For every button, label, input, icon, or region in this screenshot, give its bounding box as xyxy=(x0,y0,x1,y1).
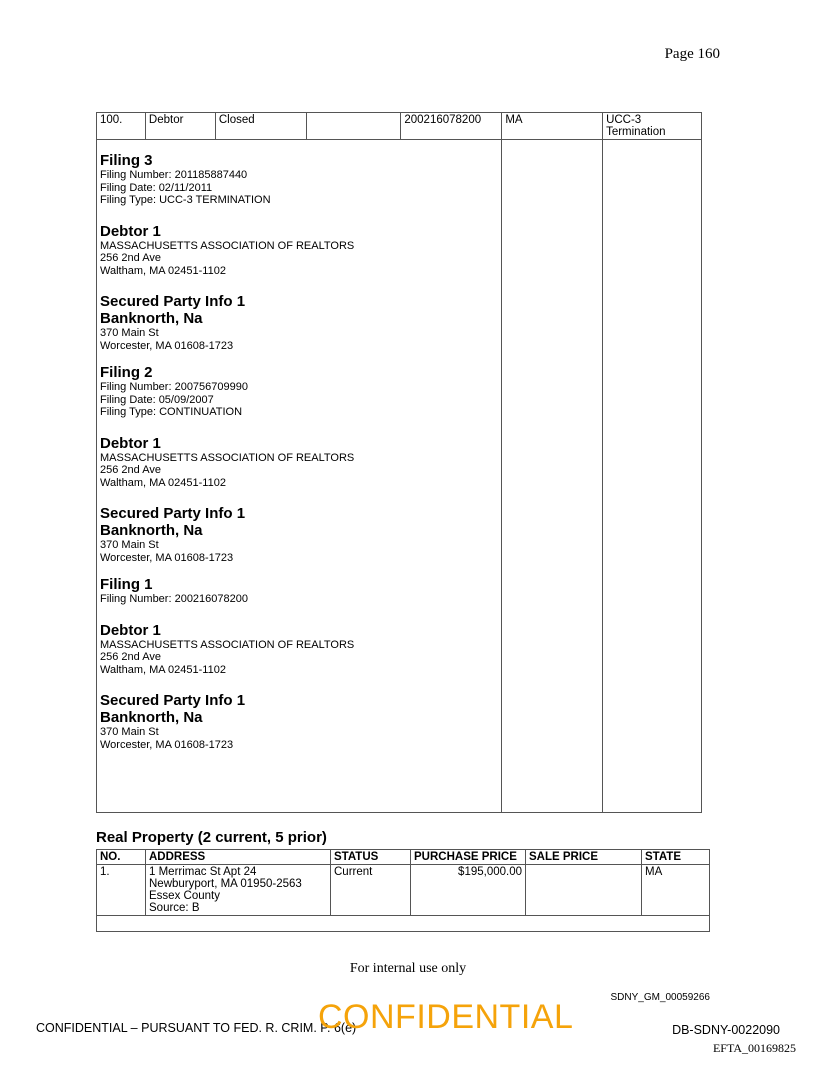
debtor-heading: Debtor 1 xyxy=(100,222,161,240)
table-row xyxy=(97,140,702,813)
filing-heading: Filing 1 xyxy=(100,576,153,593)
property-state: MA xyxy=(642,865,710,916)
document-id: DB-SDNY-0022090 xyxy=(672,1023,780,1037)
secured-party-heading: Secured Party Info 1 xyxy=(100,692,246,709)
column-header: NO. xyxy=(97,850,146,865)
debtor-line: Waltham, MA 02451-1102 xyxy=(100,264,226,277)
real-property-title: Real Property (2 current, 5 prior) xyxy=(96,829,327,846)
property-status: Current xyxy=(331,865,411,916)
row-type: UCC-3 Termination xyxy=(603,113,702,140)
internal-use-notice: For internal use only xyxy=(349,961,467,976)
detail-state-cell xyxy=(502,140,603,813)
secured-party-line: 370 Main St xyxy=(100,327,159,339)
confidential-watermark: CONFIDENTIAL xyxy=(318,998,574,1036)
row-state: MA xyxy=(502,113,603,140)
address-line: Essex County xyxy=(149,890,220,902)
filing-line: Filing Date: 02/11/2011 xyxy=(100,181,213,194)
secured-party-name: Banknorth, Na xyxy=(100,522,203,539)
bates-number: SDNY_GM_00059266 xyxy=(610,992,710,1003)
filing-line: Filing Number: 200216078200 xyxy=(100,593,248,605)
address-line: Source: B xyxy=(149,902,200,914)
purchase-price: $195,000.00 xyxy=(411,865,526,916)
table-header-row xyxy=(97,850,710,865)
filing-block xyxy=(100,576,498,606)
secured-party-block xyxy=(100,692,498,751)
column-header: SALE PRICE xyxy=(526,850,642,865)
secured-party-block xyxy=(100,505,498,564)
row-blank xyxy=(306,113,401,140)
property-address xyxy=(146,865,331,916)
filing-heading: Filing 2 xyxy=(100,364,153,381)
empty-cell xyxy=(97,916,710,932)
table-row xyxy=(97,865,710,916)
debtor-line: Waltham, MA 02451-1102 xyxy=(100,663,226,676)
debtor-heading: Debtor 1 xyxy=(100,621,161,639)
address-line: 1 Merrimac St Apt 24 xyxy=(149,866,257,878)
debtor-line: 256 2nd Ave xyxy=(100,651,161,663)
secured-party-heading: Secured Party Info 1 xyxy=(100,293,246,310)
debtor-line: MASSACHUSETTS ASSOCIATION OF REALTORS xyxy=(100,239,355,252)
table-row xyxy=(97,113,702,140)
debtor-heading: Debtor 1 xyxy=(100,434,161,452)
debtor-line: 256 2nd Ave xyxy=(100,252,161,264)
secured-party-name: Banknorth, Na xyxy=(100,709,203,726)
page-number: Page 160 xyxy=(664,46,720,62)
sale-price xyxy=(526,865,642,916)
row-number: 100. xyxy=(97,113,146,140)
detail-type-cell xyxy=(603,140,702,813)
row-filing-number: 200216078200 xyxy=(401,113,502,140)
filing-line: Filing Number: 200756709990 xyxy=(100,381,248,393)
column-header: PURCHASE PRICE xyxy=(411,850,526,865)
filing-block xyxy=(100,364,498,419)
secured-party-line: 370 Main St xyxy=(100,726,159,738)
filing-line: Filing Type: CONTINUATION xyxy=(100,406,243,418)
row-status: Closed xyxy=(215,113,306,140)
efta-number: EFTA_00169825 xyxy=(712,1041,796,1055)
address-line: Newburyport, MA 01950-2563 xyxy=(149,878,302,890)
filing-line: Filing Type: UCC-3 TERMINATION xyxy=(100,194,271,206)
debtor-line: MASSACHUSETTS ASSOCIATION OF REALTORS xyxy=(100,638,355,651)
table-row xyxy=(97,916,710,932)
filing-block xyxy=(100,152,498,207)
debtor-line: MASSACHUSETTS ASSOCIATION OF REALTORS xyxy=(100,451,355,464)
debtor-block xyxy=(100,223,498,278)
secured-party-heading: Secured Party Info 1 xyxy=(100,505,246,522)
row-role: Debtor xyxy=(145,113,215,140)
filing-details xyxy=(97,140,502,813)
secured-party-block xyxy=(100,293,498,352)
secured-party-name: Banknorth, Na xyxy=(100,310,203,327)
column-header: STATUS xyxy=(331,850,411,865)
secured-party-line: 370 Main St xyxy=(100,539,159,551)
filing-line: Filing Date: 05/09/2007 xyxy=(100,393,214,406)
debtor-block xyxy=(100,435,498,490)
debtor-block xyxy=(100,622,498,677)
filing-line: Filing Number: 201185887440 xyxy=(100,169,248,181)
secured-party-line: Worcester, MA 01608-1723 xyxy=(100,738,234,751)
debtor-line: 256 2nd Ave xyxy=(100,464,161,476)
column-header: STATE xyxy=(642,850,710,865)
confidential-notice: CONFIDENTIAL – PURSUANT TO FED. R. CRIM. P. 6(e) xyxy=(36,1021,357,1035)
secured-party-line: Worcester, MA 01608-1723 xyxy=(100,339,234,352)
filing-heading: Filing 3 xyxy=(100,152,153,169)
property-number: 1. xyxy=(97,865,146,916)
ucc-filing-table xyxy=(96,112,702,813)
column-header: ADDRESS xyxy=(146,850,331,865)
debtor-line: Waltham, MA 02451-1102 xyxy=(100,476,226,489)
secured-party-line: Worcester, MA 01608-1723 xyxy=(100,551,234,564)
real-property-table xyxy=(96,849,710,932)
